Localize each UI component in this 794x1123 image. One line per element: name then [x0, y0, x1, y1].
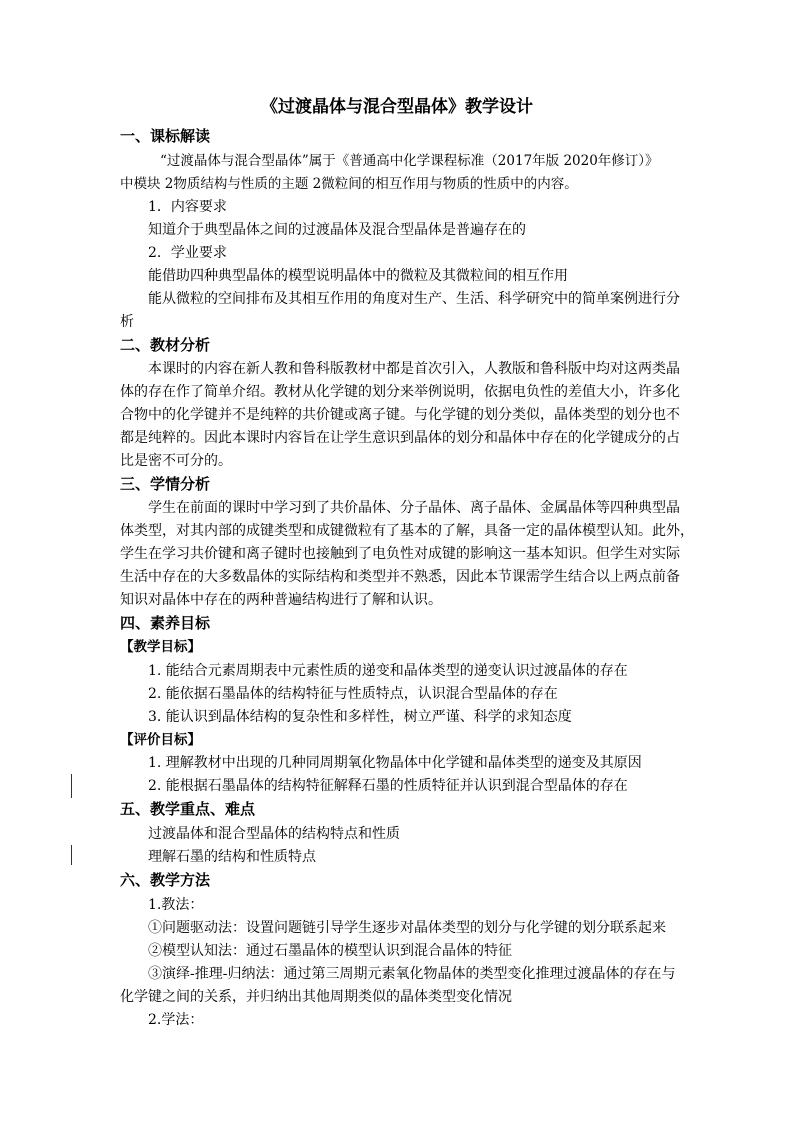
- paragraph-line: 学生在学习共价键和离子键时也接触到了电负性对成键的影响这一基本知识。但学生对实际: [120, 546, 680, 562]
- paragraph-line: 知识对晶体中存在的两种普遍结构进行了解和认识。: [120, 592, 442, 608]
- paragraph-line: “过渡晶体与混合型晶体”属于《普通高中化学课程标准（2017年版 2020年修订）》: [160, 153, 659, 169]
- method-item: ②模型认知法：通过石墨晶体的模型认识到混合晶体的特征: [148, 943, 512, 959]
- paragraph-line: 中模块 2物质结构与性质的主题 2微粒间的相互作用与物质的性质中的内容。: [120, 176, 578, 192]
- method-item: 化学键之间的关系，并归纳出其他周期类似的晶体类型变化情况: [120, 989, 512, 1005]
- section-heading-students: 三、学情分析: [120, 475, 211, 493]
- list-item-label: 1．内容要求: [148, 199, 227, 215]
- paragraph-line: 都是纯粹的。因此本课时内容旨在让学生意识到晶体的划分和晶体中存在的化学键成分的占: [120, 430, 680, 446]
- paragraph-line: 比是密不可分的。: [120, 453, 232, 469]
- teaching-goals-label: 【教学目标】: [120, 639, 201, 655]
- list-item-label: 1.教法：: [148, 897, 204, 913]
- list-item-label: 2.学法：: [148, 1012, 204, 1028]
- paragraph-line: 合物中的化学键并不是纯粹的共价键或离子键。与化学键的划分类似，晶体类型的划分也不: [120, 407, 680, 423]
- method-item: ③演绎-推理-归纳法：通过第三周期元素氧化物晶体的类型变化推理过渡晶体的存在与: [148, 966, 676, 982]
- evaluation-goals-label: 【评价目标】: [120, 732, 201, 748]
- section-heading-goals: 四、素养目标: [120, 614, 211, 632]
- paragraph-line: 析: [120, 314, 134, 330]
- goal-item: 2. 能根据石墨晶体的结构特征解释石墨的性质特征并认识到混合型晶体的存在: [148, 778, 628, 794]
- paragraph-line: 理解石墨的结构和性质特点: [148, 849, 316, 865]
- paragraph-line: 体的存在作了简单介绍。教材从化学键的划分来举例说明，依据电负性的差值大小，许多化: [120, 384, 680, 400]
- list-item-label: 2．学业要求: [148, 245, 227, 261]
- section-heading-methods: 六、教学方法: [120, 871, 211, 889]
- paragraph-line: 体类型，对其内部的成键类型和成键微粒有了基本的了解，具备一定的晶体模型认知。此外，: [120, 523, 694, 539]
- document-title: 《过渡晶体与混合型晶体》教学设计: [261, 97, 533, 117]
- paragraph-line: 过渡晶体和混合型晶体的结构特点和性质: [148, 826, 400, 842]
- paragraph-line: 能从微粒的空间排布及其相互作用的角度对生产、生活、科学研究中的简单案例进行分: [148, 291, 680, 307]
- revision-bar: [71, 774, 72, 798]
- goal-item: 2. 能依据石墨晶体的结构特征与性质特点，认识混合型晶体的存在: [148, 686, 558, 702]
- section-heading-curriculum: 一、课标解读: [120, 127, 211, 145]
- paragraph-line: 学生在前面的课时中学习到了共价晶体、分子晶体、离子晶体、金属晶体等四种典型晶: [148, 500, 680, 516]
- paragraph-line: 生活中存在的大多数晶体的实际结构和类型并不熟悉，因此本节课需学生结合以上两点前备: [120, 569, 680, 585]
- paragraph-line: 知道介于典型晶体之间的过渡晶体及混合型晶体是普遍存在的: [148, 222, 526, 238]
- method-item: ①问题驱动法：设置问题链引导学生逐步对晶体类型的划分与化学键的划分联系起来: [148, 920, 666, 936]
- section-heading-key-points: 五、教学重点、难点: [120, 800, 256, 818]
- goal-item: 1. 能结合元素周期表中元素性质的递变和晶体类型的递变认识过渡晶体的存在: [148, 663, 628, 679]
- revision-bar: [71, 845, 72, 865]
- paragraph-line: 能借助四种典型晶体的模型说明晶体中的微粒及其微粒间的相互作用: [148, 268, 568, 284]
- goal-item: 1. 理解教材中出现的几种同周期氧化物晶体中化学键和晶体类型的递变及其原因: [148, 755, 642, 771]
- goal-item: 3. 能认识到晶体结构的复杂性和多样性，树立严谨、科学的求知态度: [148, 709, 572, 725]
- section-heading-textbook: 二、教材分析: [120, 336, 211, 354]
- paragraph-line: 本课时的内容在新人教和鲁科版教材中都是首次引入，人教版和鲁科版中均对这两类晶: [148, 361, 680, 377]
